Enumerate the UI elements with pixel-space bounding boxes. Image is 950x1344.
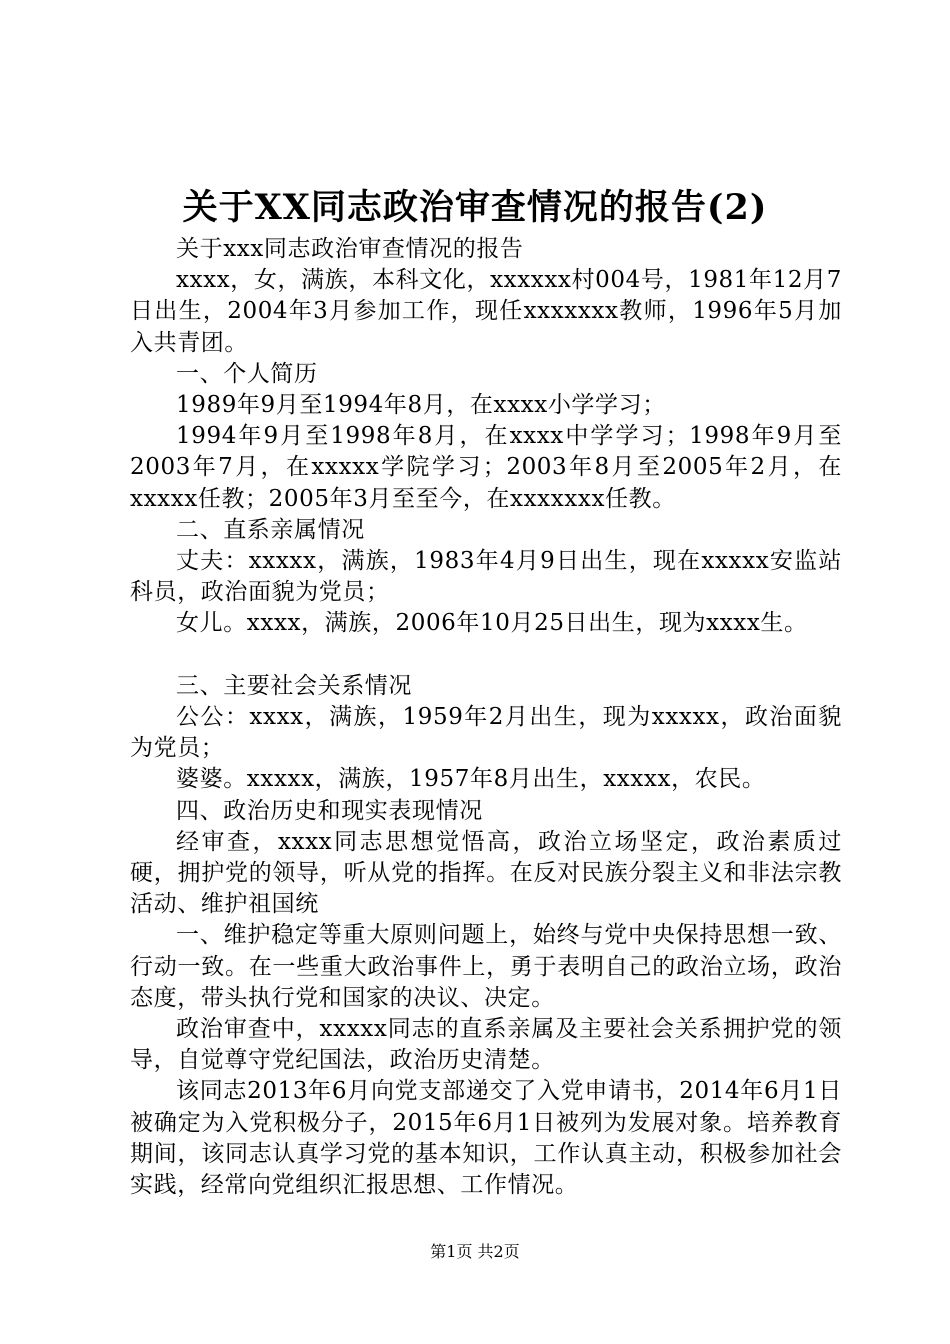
section-heading-resume: 一、个人简历	[176, 360, 318, 387]
paragraph-heading: 关于xxx同志政治审查情况的报告	[176, 236, 524, 262]
paragraph-review: 经审查，xxxx同志思想觉悟高，政治立场坚定，政治素质过硬，拥护党的领导，听从党的指挥。在反对民族分裂主义和非法宗教活动、维护祖国统	[130, 828, 842, 918]
document-body	[130, 234, 842, 1201]
paragraph-mother-in-law: 婆婆。xxxxx，满族，1957年8月出生，xxxxx，农民。	[176, 766, 766, 793]
page-number-footer: 第1页 共2页	[430, 1242, 520, 1261]
paragraph-resume-1: 1989年9月至1994年8月，在xxxx小学学习；	[176, 392, 666, 419]
paragraph-father-in-law: 公公：xxxx，满族，1959年2月出生，现为xxxxx，政治面貌为党员；	[130, 704, 842, 762]
paragraph-relations-review: 政治审查中，xxxxx同志的直系亲属及主要社会关系拥护党的领导，自觉尊守党纪国法，政治历史清楚。	[130, 1016, 842, 1074]
document-title: 关于XX同志政治审查情况的报告(2)	[182, 187, 768, 228]
paragraph-stability: 一、维护稳定等重大原则问题上，始终与党中央保持思想一致、行动一致。在一些重大政治事件上，勇于表明自己的政治立场，政治态度，带头执行党和国家的决议、决定。	[130, 922, 842, 1011]
paragraph-party-application: 该同志2013年6月向党支部递交了入党申请书，2014年6月1日被确定为入党积极分子，2015年6月1日被列为发展对象。培养教育期间，该同志认真学习党的基本知识，工作认真主动，积极参加社会实践，经常向党组织汇报思想、工作情况。	[130, 1078, 842, 1199]
blank-line	[130, 640, 842, 671]
section-heading-political: 四、政治历史和现实表现情况	[176, 797, 483, 824]
paragraph-basic-info: xxxx，女，满族，本科文化，xxxxxx村004号，1981年12月7日出生，2004年3月参加工作，现任xxxxxxx教师，1996年5月加入共青团。	[130, 267, 842, 356]
section-heading-social: 三、主要社会关系情况	[176, 672, 412, 699]
paragraph-husband: 丈夫：xxxxx，满族，1983年4月9日出生，现在xxxxx安监站科员，政治面貌为党员；	[130, 548, 842, 606]
paragraph-daughter: 女儿。xxxx，满族，2006年10月25日出生，现为xxxx生。	[176, 610, 808, 637]
section-heading-relatives: 二、直系亲属情况	[176, 516, 365, 543]
paragraph-resume-2: 1994年9月至1998年8月，在xxxx中学学习；1998年9月至2003年7月，在xxxxx学院学习；2003年8月至2005年2月，在xxxxx任教；2005年3月至至今，在xxxxxxx任教。	[130, 423, 842, 512]
